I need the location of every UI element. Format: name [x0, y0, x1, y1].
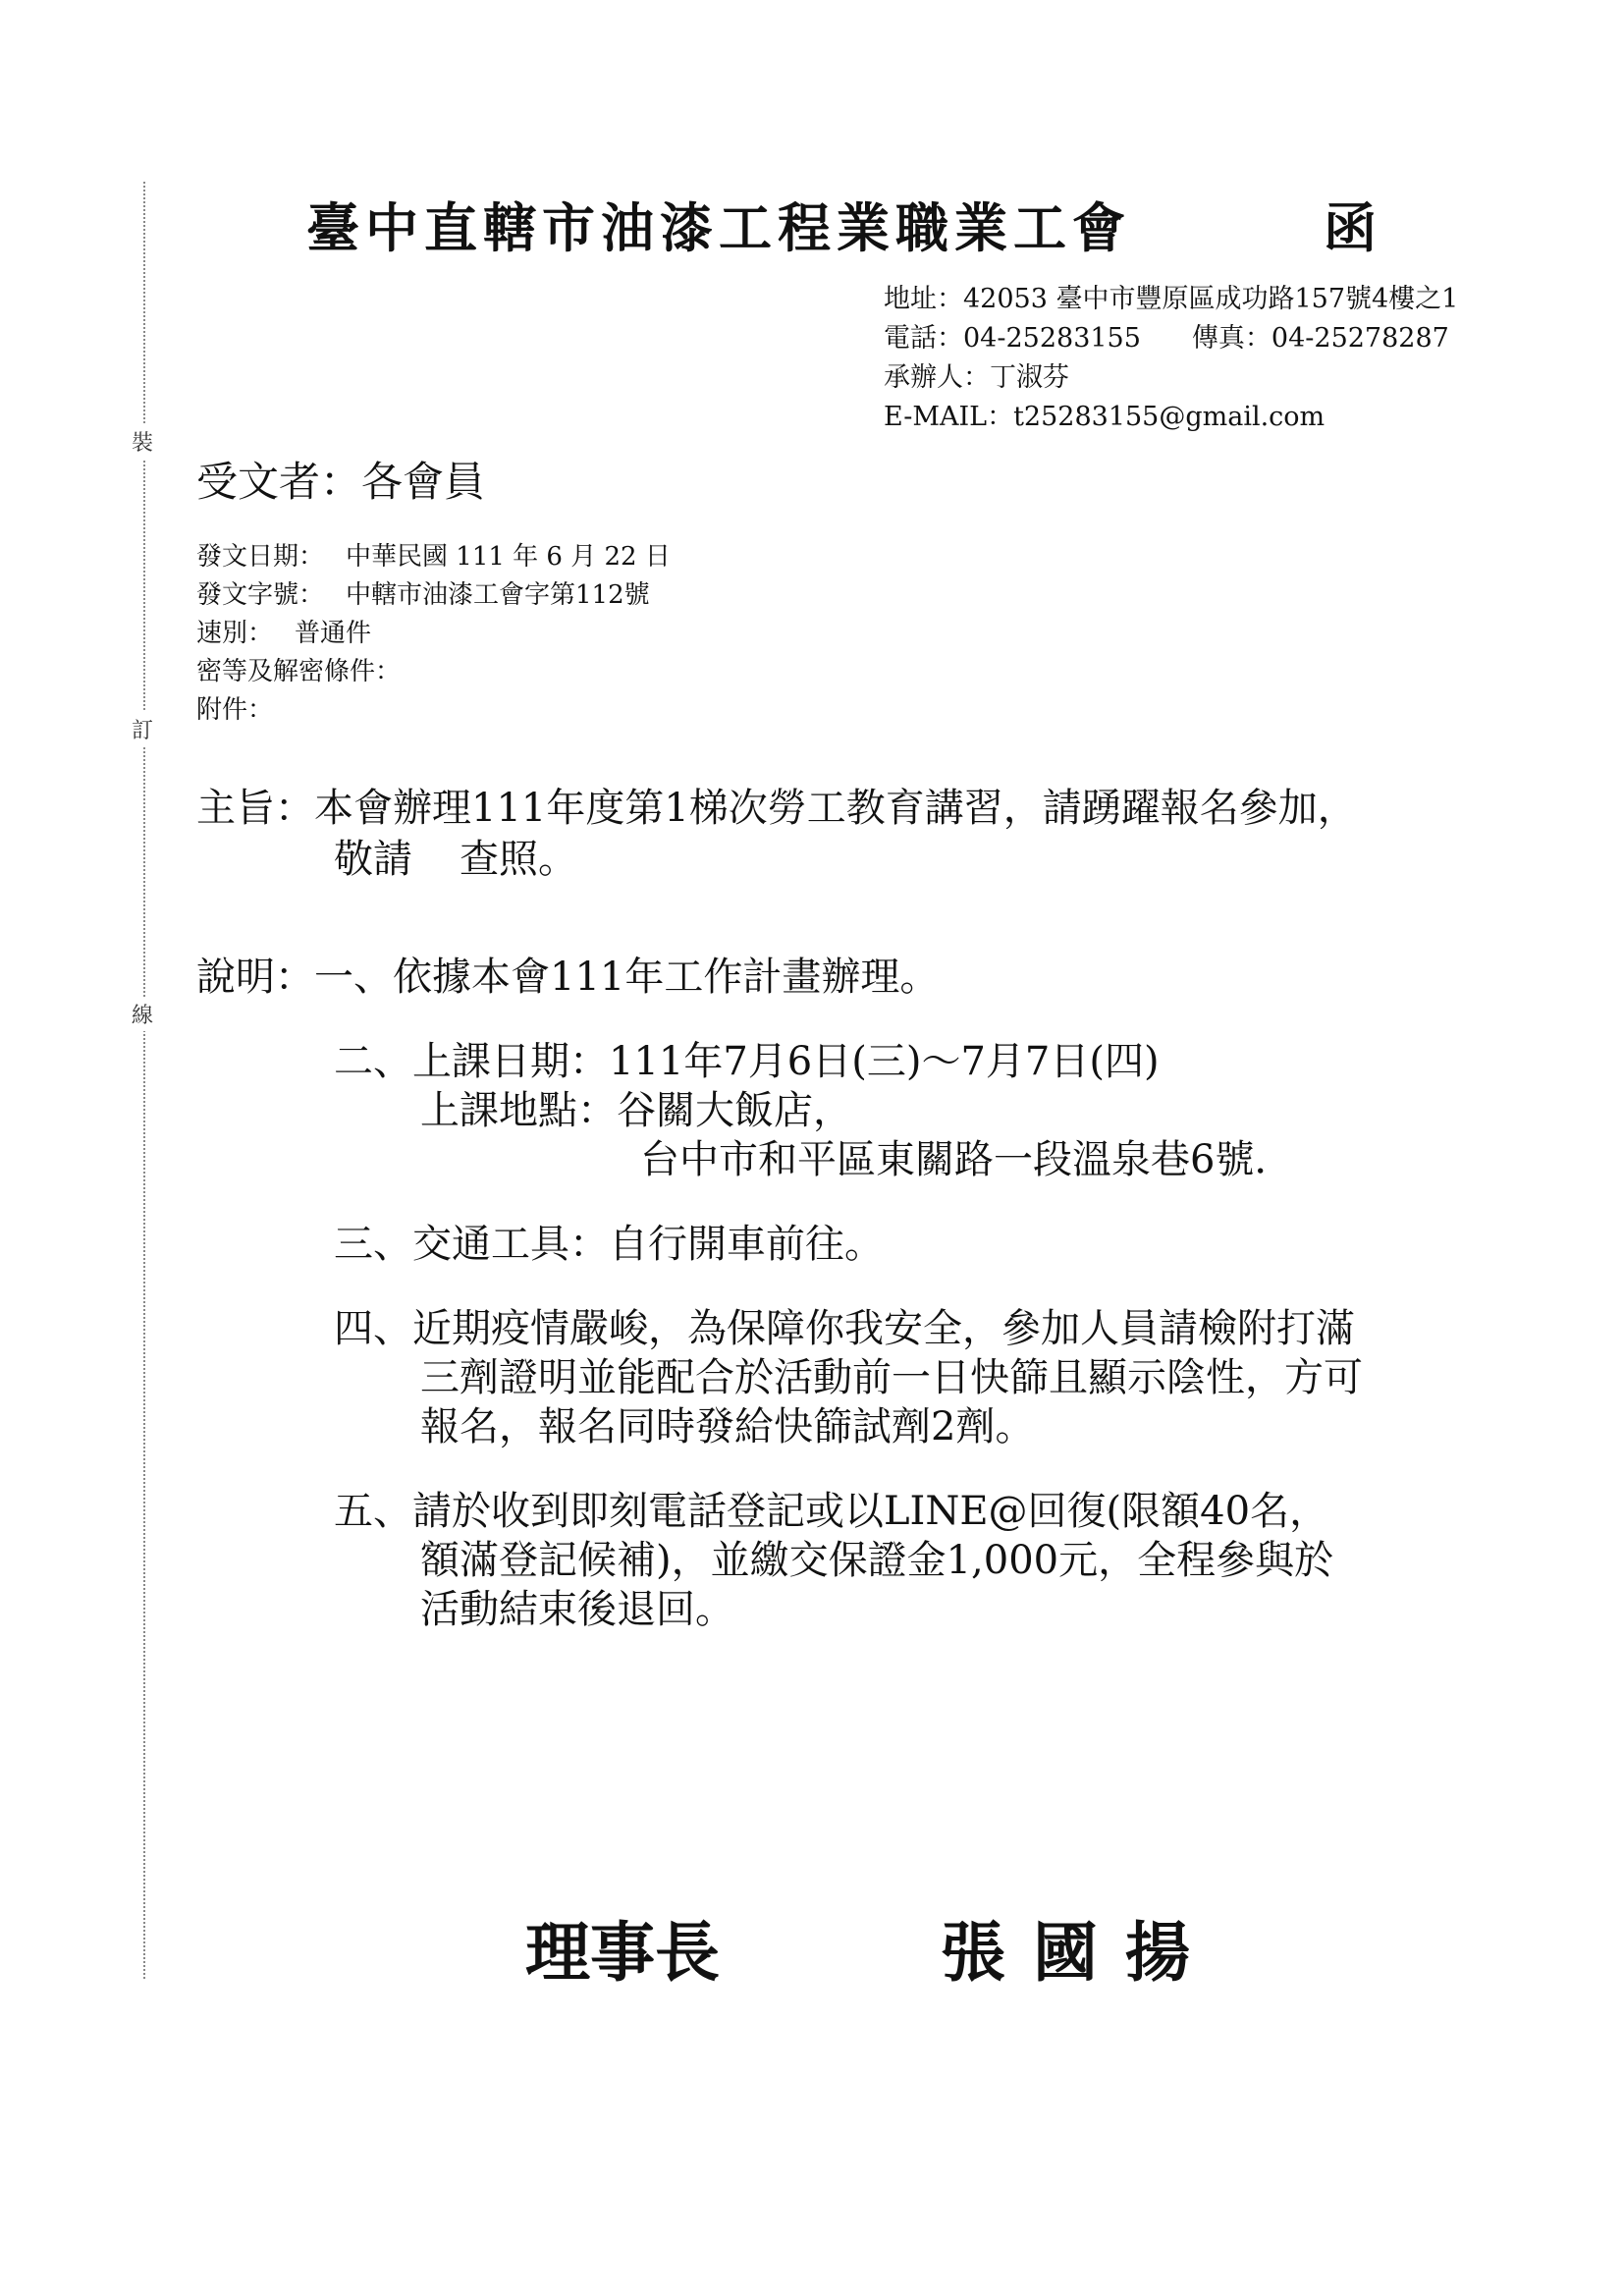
subject-block	[196, 783, 1357, 885]
meta-number-value: 中轄市油漆工會字第112號	[346, 580, 650, 610]
signature-title: 理事長	[525, 1914, 720, 1991]
meta-date-label: 發文日期：	[196, 542, 325, 572]
meta-date	[196, 538, 671, 576]
explain-item-5	[196, 1487, 1363, 1634]
meta-speed-value: 普通件	[295, 619, 372, 648]
meta-block	[196, 538, 671, 730]
contact-email: E-MAIL：t25283155@gmail.com	[884, 402, 1325, 432]
explain-item-2-line-1: 二、上課日期：111年7月6日(三)～7月7日(四)	[334, 1039, 1160, 1084]
contact-address: 地址：42053 臺中市豐原區成功路157號4樓之1	[884, 284, 1459, 314]
explain-item-1	[196, 953, 1363, 1002]
doc-type: 函	[1324, 196, 1377, 259]
explain-item-2-line-2: 上課地點：谷關大飯店，	[420, 1088, 852, 1133]
explain-item-1-text: 說明：一、依據本會111年工作計畫辦理。	[196, 955, 940, 1000]
explain-item-4-line-2: 三劑證明並能配合於活動前一日快篩且顯示陰性，方可	[420, 1355, 1363, 1400]
subject-please: 敬請	[334, 837, 412, 882]
explain-item-4-line-3: 報名，報名同時發給快篩試劑2劑。	[420, 1404, 1035, 1449]
explain-item-3-text: 三、交通工具：自行開車前往。	[334, 1222, 884, 1267]
contact-phone-fax	[884, 319, 1458, 358]
meta-number-label: 發文字號：	[196, 580, 325, 610]
contact-phone: 電話：04-25283155	[884, 323, 1141, 354]
explain-item-4	[196, 1304, 1363, 1451]
meta-secrecy: 密等及解密條件：	[196, 657, 402, 686]
subject-line-1: 主旨：本會辦理111年度第1梯次勞工教育講習，請踴躍報名參加，	[196, 786, 1357, 831]
signature-block	[525, 1900, 1217, 1994]
recipient: 受文者：各會員	[196, 458, 486, 506]
contact-block	[884, 280, 1458, 437]
explain-item-5-line-2: 額滿登記候補)，並繳交保證金1,000元，全程參與於	[420, 1538, 1334, 1583]
subject-check: 查照。	[460, 837, 577, 882]
meta-date-value: 中華民國 111 年 6 月 22 日	[346, 542, 671, 572]
explain-item-4-line-1: 四、近期疫情嚴峻，為保障你我安全，參加人員請檢附打滿	[334, 1306, 1355, 1351]
subject-line-2	[196, 834, 1357, 885]
contact-fax: 傳真：04-25278287	[1191, 323, 1449, 354]
explain-item-2-line-3: 台中市和平區東關路一段溫泉巷6號．	[640, 1137, 1294, 1182]
explain-item-5-line-3: 活動結束後退回。	[420, 1587, 734, 1632]
contact-handler: 承辦人：丁淑芬	[884, 362, 1069, 393]
explain-item-3	[196, 1220, 1363, 1269]
explanation-block	[196, 953, 1363, 1669]
meta-number	[196, 576, 671, 615]
binding-char-ding: 訂	[132, 712, 153, 746]
signature-name: 張國揚	[941, 1914, 1217, 1991]
meta-speed	[196, 615, 671, 653]
org-title: 臺中直轄市油漆工程業職業工會	[306, 196, 1131, 259]
explain-item-5-line-1: 五、請於收到即刻電話登記或以LINE@回復(限額40名，	[334, 1489, 1329, 1534]
meta-speed-label: 速別：	[196, 619, 274, 648]
meta-attachment: 附件：	[196, 695, 274, 725]
binding-char-xian: 線	[132, 997, 153, 1031]
binding-char-zhuang: 裝	[132, 424, 153, 459]
explain-item-2	[196, 1037, 1363, 1184]
